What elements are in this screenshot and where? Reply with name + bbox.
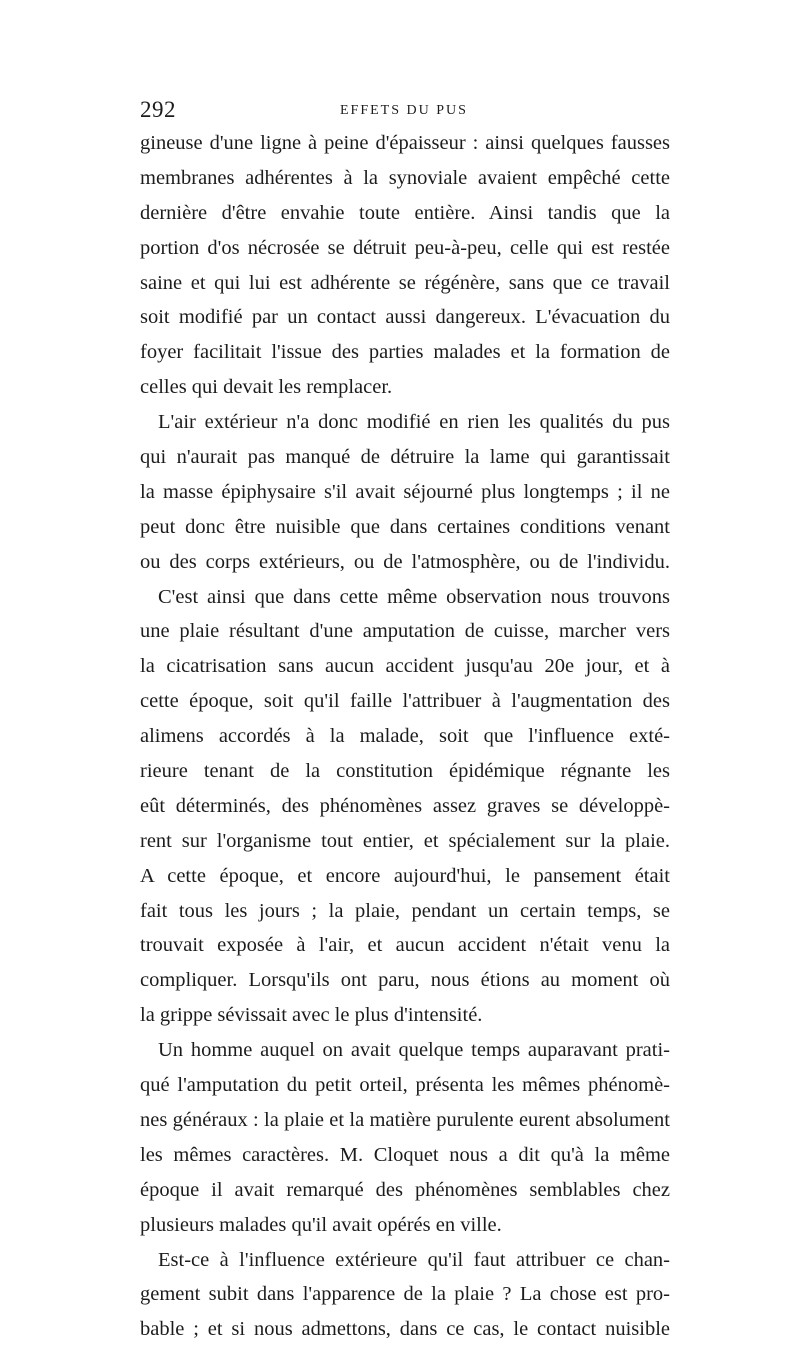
text-line: la cicatrisation sans aucun accident jusqu'au 20e jour, et à [140, 655, 670, 678]
text-line: Un homme auquel on avait quelque temps auparavant prati- [158, 1039, 670, 1062]
text-line: peut donc être nuisible que dans certaines conditions venant [140, 515, 670, 538]
text-line: C'est ainsi que dans cette même observation nous trouvons [158, 585, 670, 608]
text-line: Est-ce à l'influence extérieure qu'il faut attribuer ce chan- [158, 1248, 670, 1271]
text-line: plusieurs malades qu'il avait opérés en ville. [140, 1213, 502, 1236]
text-line: les mêmes caractères. M. Cloquet nous a dit qu'à la même [140, 1143, 670, 1166]
text-line: la grippe sévissait avec le plus d'intensité. [140, 1004, 483, 1027]
text-line: soit modifié par un contact aussi dangereux. L'évacuation du [140, 306, 670, 329]
text-line: celles qui devait les remplacer. [140, 376, 393, 399]
text-line: la masse épiphysaire s'il avait séjourné plus longtemps ; il ne [140, 480, 670, 503]
text-line: dernière d'être envahie toute entière. Ainsi tandis que la [140, 201, 670, 224]
text-line: L'air extérieur n'a donc modifié en rien les qualités du pus [158, 411, 670, 434]
text-line: bable ; et si nous admettons, dans ce cas, le contact nuisible [140, 1318, 670, 1341]
text-line: époque il avait remarqué des phénomènes semblables chez [140, 1178, 670, 1201]
text-line: membranes adhérentes à la synoviale avaient empêché cette [140, 166, 670, 189]
text-line: nes généraux : la plaie et la matière purulente eurent absolument [140, 1108, 670, 1131]
text-line: fait tous les jours ; la plaie, pendant un certain temps, se [140, 899, 670, 922]
text-line: une plaie résultant d'une amputation de cuisse, marcher vers [140, 620, 670, 643]
text-line: A cette époque, et encore aujourd'hui, le pansement était [140, 864, 670, 887]
text-line: rent sur l'organisme tout entier, et spécialement sur la plaie. [140, 829, 670, 852]
text-line: qué l'amputation du petit orteil, présenta les mêmes phénomè- [140, 1074, 670, 1097]
text-line: alimens accordés à la malade, soit que l'influence exté- [140, 725, 670, 748]
text-line: eût déterminés, des phénomènes assez graves se développè- [140, 794, 670, 817]
text-line: qui n'aurait pas manqué de détruire la lame qui garantissait [140, 446, 670, 469]
text-line: ou des corps extérieurs, ou de l'atmosphère, ou de l'individu. [140, 550, 670, 573]
text-line: compliquer. Lorsqu'ils ont paru, nous étions au moment où [140, 969, 670, 992]
text-line: saine et qui lui est adhérente se régénère, sans que ce travail [140, 271, 670, 294]
text-line: portion d'os nécrosée se détruit peu-à-peu, celle qui est restée [140, 236, 670, 259]
text-line: rieure tenant de la constitution épidémique régnante les [140, 760, 670, 783]
page-number: 292 [140, 97, 176, 122]
text-line: gineuse d'une ligne à peine d'épaisseur : ainsi quelques fausses [140, 132, 670, 154]
text-line: foyer facilitait l'issue des parties malades et la formation de [140, 341, 670, 364]
text-line: cette époque, soit qu'il faille l'attribuer à l'augmentation des [140, 690, 670, 713]
running-head: EFFETS DU PUS [340, 103, 468, 118]
text-line: gement subit dans l'apparence de la plaie ? La chose est pro- [140, 1283, 670, 1306]
text-line: trouvait exposée à l'air, et aucun accident n'était venu la [140, 934, 670, 957]
page-header [140, 97, 670, 127]
body-text [140, 126, 670, 1347]
